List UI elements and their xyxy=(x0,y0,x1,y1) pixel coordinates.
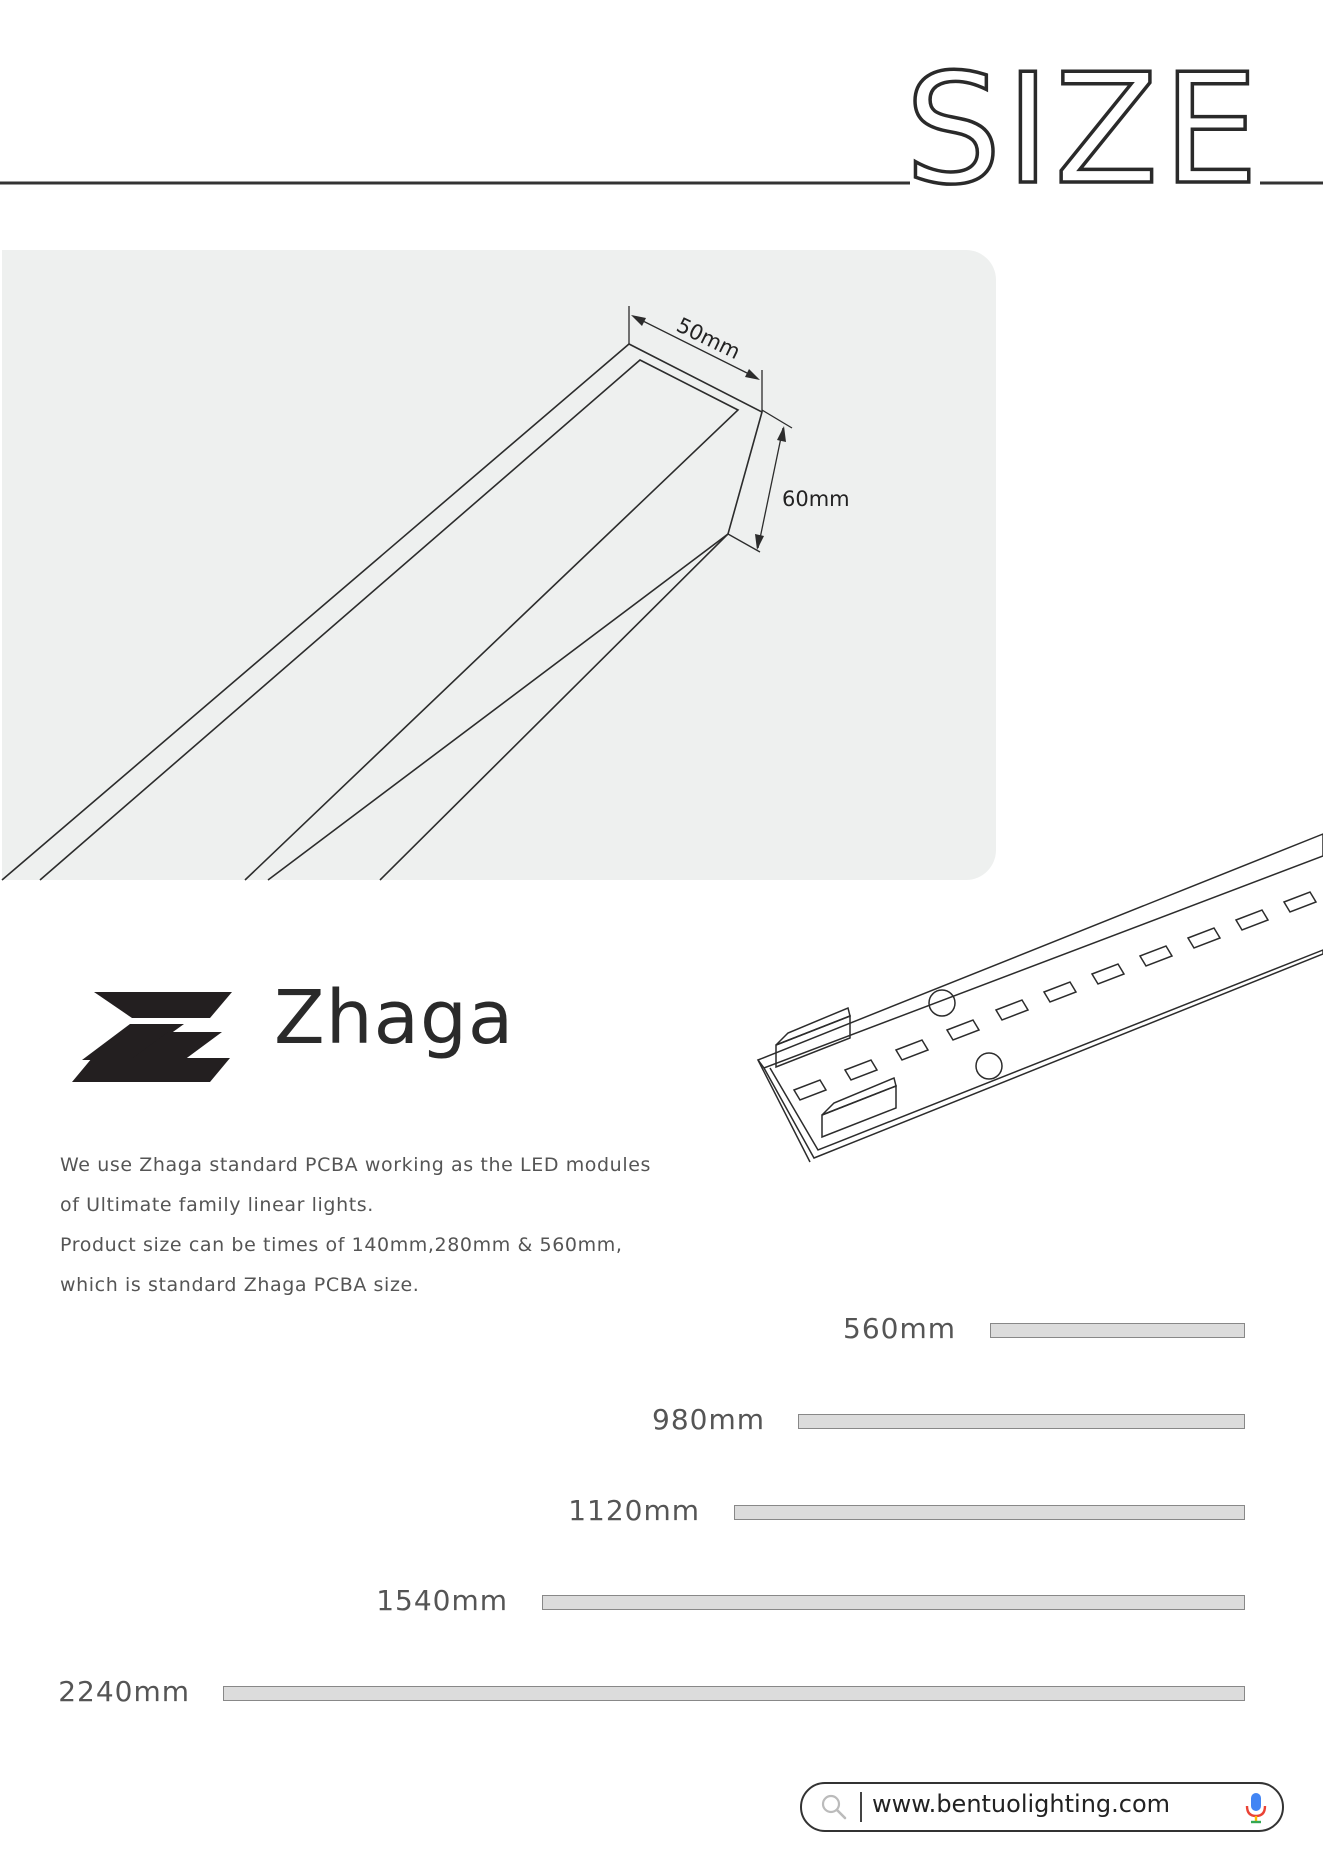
led-chip-row xyxy=(794,892,1316,1100)
arrow-head-icon xyxy=(755,534,764,550)
pcb-top-edge xyxy=(758,834,1323,1068)
pcb-board-side xyxy=(758,1060,810,1162)
height-label: 60mm xyxy=(782,487,850,511)
connector-top xyxy=(822,1078,896,1115)
zhaga-wordmark: Zhaga xyxy=(274,975,515,1061)
led-chip-icon xyxy=(1044,982,1076,1002)
description xyxy=(60,1145,680,1305)
arrow-head-icon xyxy=(631,315,646,326)
description-line: We use Zhaga standard PCBA working as the LED modules xyxy=(60,1154,651,1176)
arrow-head-icon xyxy=(777,426,786,442)
profile-edge xyxy=(268,534,728,880)
profile-inner-rim xyxy=(40,360,738,880)
linear-light-drawing xyxy=(0,250,1000,890)
led-chip-icon xyxy=(1236,910,1268,930)
description-line: which is standard Zhaga PCBA size. xyxy=(60,1274,420,1296)
size-bar-2240 xyxy=(223,1686,1245,1701)
capacitor-icon xyxy=(976,1053,1002,1079)
height-extension-top xyxy=(762,410,792,428)
led-chip-icon xyxy=(1188,928,1220,948)
page-title: SIZE xyxy=(905,41,1263,200)
size-label-560: 560mm xyxy=(843,1312,956,1345)
description-line: of Ultimate family linear lights. xyxy=(60,1194,374,1216)
size-label-1540: 1540mm xyxy=(376,1584,508,1617)
led-chip-icon xyxy=(996,1000,1028,1020)
size-label-1120: 1120mm xyxy=(568,1494,700,1527)
height-extension-bottom xyxy=(728,534,760,552)
led-chip-icon xyxy=(1092,964,1124,984)
led-chip-icon xyxy=(1284,892,1316,912)
led-chip-icon xyxy=(947,1020,979,1040)
size-label-980: 980mm xyxy=(652,1403,765,1436)
size-bar-980 xyxy=(798,1414,1245,1429)
led-chip-icon xyxy=(896,1040,928,1060)
size-title xyxy=(0,0,1323,200)
width-label: 50mm xyxy=(672,312,745,365)
size-bar-1120 xyxy=(734,1505,1245,1520)
height-dimension-line xyxy=(758,428,783,548)
website-url[interactable]: www.bentuolighting.com xyxy=(872,1790,1171,1818)
search-icon xyxy=(820,1793,848,1821)
arrow-head-icon xyxy=(745,369,760,380)
led-chip-icon xyxy=(845,1060,877,1080)
profile-outline xyxy=(2,344,762,880)
size-bar-560 xyxy=(990,1323,1246,1338)
led-chip-icon xyxy=(1140,946,1172,966)
url-divider xyxy=(860,1792,862,1822)
size-label-2240: 2240mm xyxy=(58,1675,190,1708)
capacitor-icon xyxy=(929,990,955,1016)
size-bar-1540 xyxy=(542,1595,1245,1610)
pcb-module-drawing xyxy=(740,820,1323,1180)
led-chip-icon xyxy=(794,1080,826,1100)
description-line: Product size can be times of 140mm,280mm & 560mm, xyxy=(60,1234,623,1256)
zhaga-logo-icon xyxy=(72,990,232,1084)
microphone-icon[interactable] xyxy=(1244,1792,1268,1824)
